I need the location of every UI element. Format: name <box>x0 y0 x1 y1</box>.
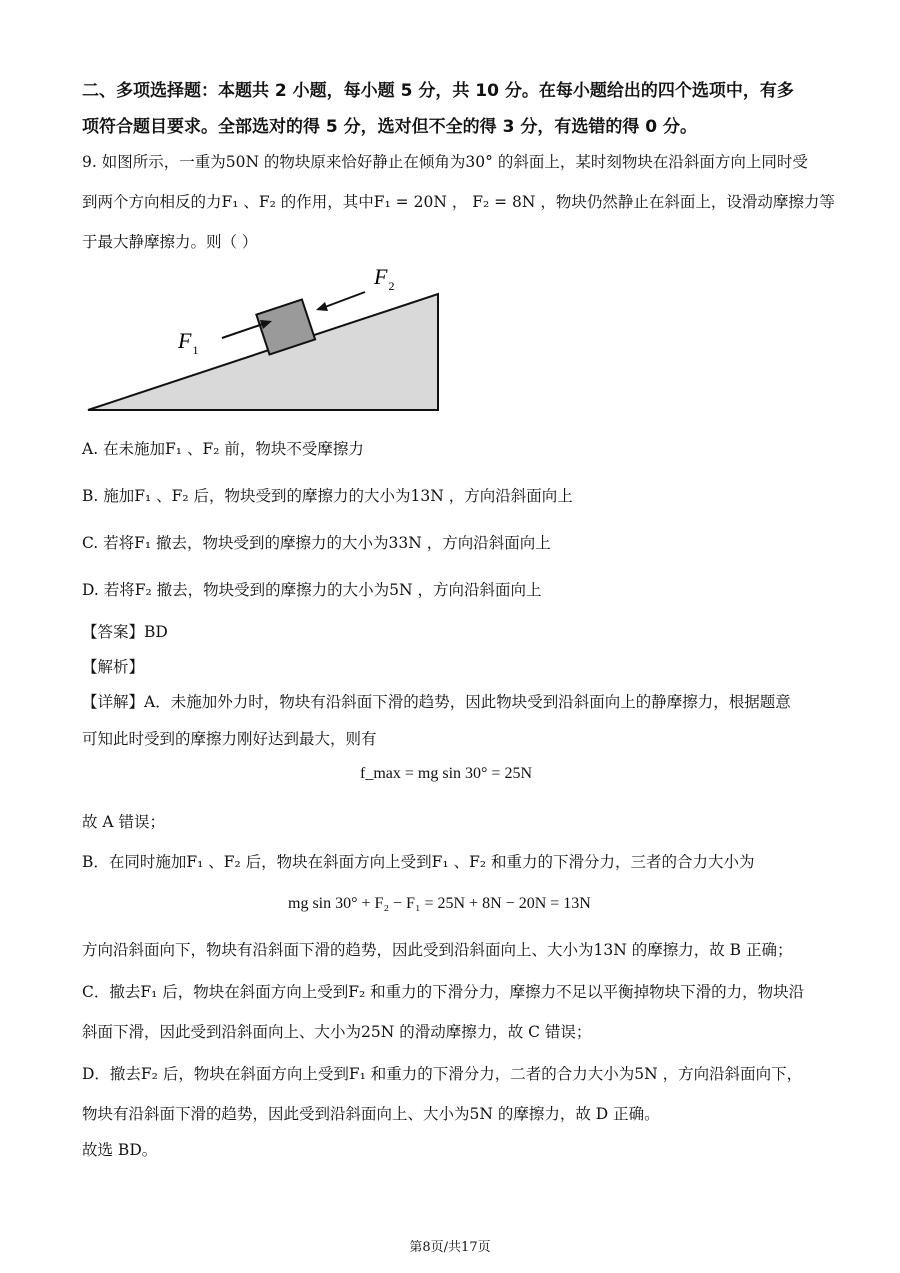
detail-c-line-2: 斜面下滑，因此受到沿斜面向上、大小为25N 的滑动摩擦力，故 C 错误； <box>82 1023 592 1041</box>
option-c: C. 若将F₁ 撤去，物块受到的摩擦力的大小为33N ，方向沿斜面向上 <box>82 534 551 552</box>
equation-net-force: mg sin 30° + F₂ − F₁ = 25N + 8N − 20N = 13N <box>288 895 591 912</box>
detail-b-line-2: 方向沿斜面向下，物块有沿斜面下滑的趋势，因此受到沿斜面向上、大小为13N 的摩擦力，故 B 正确； <box>82 941 793 959</box>
section-header-line-1: 二、多项选择题：本题共 2 小题，每小题 5 分，共 10 分。在每小题给出的四个选项中，有多 <box>82 81 794 101</box>
detail-c-line-1: C．撤去F₁ 后，物块在斜面方向上受到F₂ 和重力的下滑分力，摩擦力不足以平衡掉物块下滑的力，物块沿 <box>82 983 805 1001</box>
option-d: D. 若将F₂ 撤去，物块受到的摩擦力的大小为5N ，方向沿斜面向上 <box>82 581 542 599</box>
section-header-line-2: 项符合题目要求。全部选对的得 5 分，选对但不全的得 3 分，有选错的得 0 分。 <box>82 117 697 137</box>
question-line-2: 到两个方向相反的力F₁ 、F₂ 的作用，其中F₁ = 20N ， F₂ = 8N ，物块仍然静止在斜面上，设滑动摩擦力等 <box>82 193 835 211</box>
f1-arrow <box>222 324 263 338</box>
question-line-1: 9. 如图所示，一重为50N 的物块原来恰好静止在倾角为30° 的斜面上，某时刻物块在沿斜面方向上同时受 <box>82 153 808 171</box>
analysis-title: 【解析】 <box>82 658 145 676</box>
detail-b-line-1: B．在同时施加F₁ 、F₂ 后，物块在斜面方向上受到F₁ 、F₂ 和重力的下滑分力，三者的合力大小为 <box>82 853 755 871</box>
option-a: A. 在未施加F₁ 、F₂ 前，物块不受摩擦力 <box>82 440 364 458</box>
detail-d-line-1: D．撤去F₂ 后，物块在斜面方向上受到F₁ 和重力的下滑分力，二者的合力大小为5N ，方向沿斜面向下， <box>82 1065 803 1083</box>
equation-f-max: f_max = mg sin 30° = 25N <box>360 765 532 782</box>
f1-label: $F_1$ <box>178 328 199 357</box>
detail-d-line-2: 物块有沿斜面下滑的趋势，因此受到沿斜面向上、大小为5N 的摩擦力，故 D 正确。 <box>82 1105 660 1123</box>
question-line-3: 于最大静摩擦力。则（ ） <box>82 233 258 251</box>
f2-label: $F_2$ <box>374 264 395 293</box>
detail-a-conclusion: 故 A 错误； <box>82 813 166 831</box>
answer: 【答案】BD <box>82 623 168 641</box>
detail-a-line-2: 可知此时受到的摩擦力刚好达到最大，则有 <box>82 730 377 748</box>
incline-diagram <box>82 262 452 422</box>
f2-arrow <box>325 292 365 307</box>
detail-final: 故选 BD。 <box>82 1141 158 1159</box>
f2-arrowhead <box>316 302 328 311</box>
page-footer: 第8页/共17页 <box>409 1240 491 1255</box>
option-b: B. 施加F₁ 、F₂ 后，物块受到的摩擦力的大小为13N ，方向沿斜面向上 <box>82 487 573 505</box>
detail-a-line-1: 【详解】A．未施加外力时，物块有沿斜面下滑的趋势，因此物块受到沿斜面向上的静摩擦力，根据题意 <box>82 693 791 711</box>
